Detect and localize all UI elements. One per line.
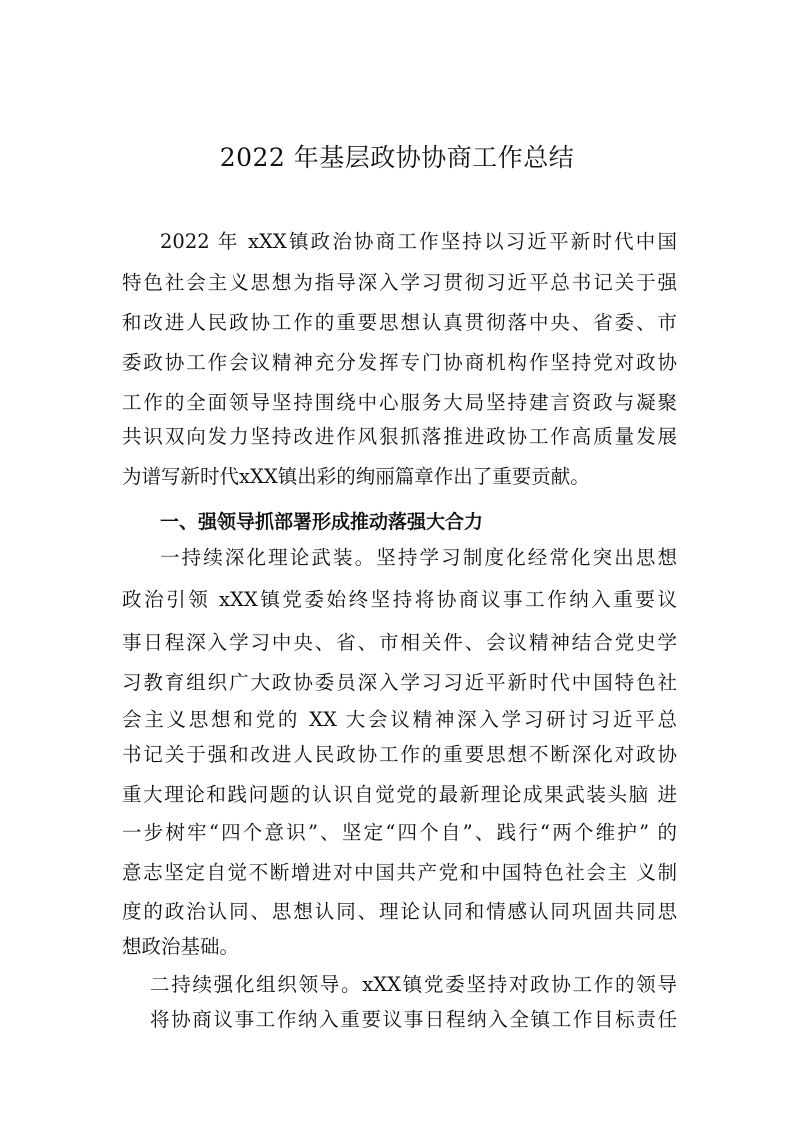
text-line: 为谱写新时代xXX镇出彩的绚丽篇章作出了重要贡献。 [122, 465, 590, 488]
text-line: 会主义思想和党的 XX 大会议精神深入学习研讨习近平总 [122, 708, 677, 731]
text-line: 事日程深入学习中央、省、市相关件、会议精神结合党史学 [122, 631, 677, 654]
text-line: 二持续强化组织领导。xXX镇党委坚持对政协工作的领导 [150, 973, 677, 996]
text-line: 委政协工作会议精神充分发挥专门协商机构作坚持党对政协 [122, 351, 677, 374]
document-title: 2022 年基层政协协商工作总结 [219, 143, 575, 172]
text-line: 2022 年 xXX镇政治协商工作坚持以习近平新时代中国 [160, 230, 677, 253]
text-line: 重大理论和践问题的认识自觉党的最新理论成果武装头脑 进 [122, 783, 677, 806]
text-line: 工作的全面领导坚持围绕中心服务大局坚持建言资政与凝聚 [122, 391, 677, 414]
text-line: 政治引领 xXX镇党委始终坚持将协商议事工作纳入重要议 [122, 588, 677, 611]
text-line: 意志坚定自觉不断增进对中国共产党和中国特色社会主 义制 [122, 861, 677, 884]
text-line: 书记关于强和改进人民政协工作的重要思想不断深化对政协 [122, 743, 677, 766]
text-line: 一步树牢“四个意识”、坚定“四个自”、践行“两个维护” 的 [122, 821, 677, 844]
text-line: 习教育组织广大政协委员深入学习习近平新时代中国特色社 [122, 671, 677, 694]
text-line: 一持续深化理论武装。坚持学习制度化经常化突出思想 [160, 546, 677, 569]
section-heading: 一、强领导抓部署形成推动落强大合力 [160, 511, 484, 533]
text-line: 度的政治认同、思想认同、理论认同和情感认同巩固共同思 [122, 900, 677, 923]
text-line: 特色社会主义思想为指导深入学习贯彻习近平总书记关于强 [122, 271, 677, 294]
text-line: 共识双向发力坚持改进作风狠抓落推进政协工作高质量发展 [122, 425, 677, 448]
text-line: 将协商议事工作纳入重要议事日程纳入全镇工作目标责任 [150, 1008, 677, 1031]
text-line: 想政治基础。 [122, 935, 240, 958]
text-line: 和改进人民政协工作的重要思想认真贯彻落中央、省委、市 [122, 311, 677, 334]
